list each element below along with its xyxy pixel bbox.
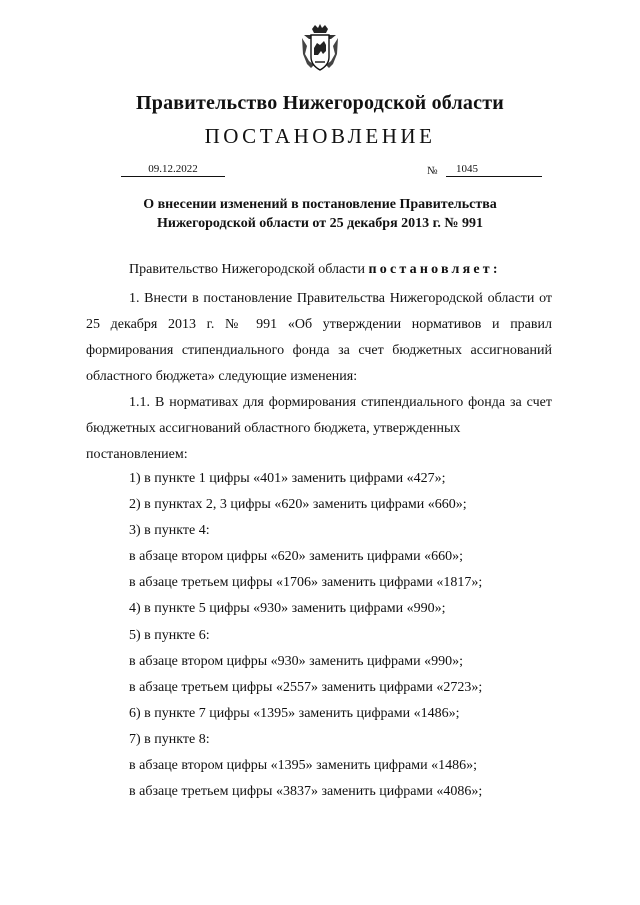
list-item: 2) в пунктах 2, 3 цифры «620» заменить цифрами «660»; (129, 497, 467, 513)
preamble-text: Правительство Нижегородской области (129, 262, 369, 277)
item-1 (86, 286, 552, 390)
item-1-1-last-line: постановлением: (86, 447, 188, 462)
list-item: 1) в пункте 1 цифры «401» заменить цифрами «427»; (129, 471, 446, 486)
list-item: 6) в пункте 7 цифры «1395» заменить цифрами «1486»; (129, 705, 460, 721)
document-date: 09.12.2022 (121, 162, 225, 177)
list-item: в абзаце третьем цифры «1706» заменить цифрами «1817»; (129, 575, 483, 591)
item-1-paragraph: 1. Внести в постановление Правительства Нижегородской области от 25 декабря 2013 г. № 991 «Об утверждении нормативов и правил формирования стипендиального фонда за счет бюджетных ассигнований областного бюджета» следующие изменения: (86, 291, 552, 384)
list-item: в абзаце втором цифры «1395» заменить цифрами «1486»; (129, 758, 477, 774)
amendments-list (129, 468, 482, 807)
list-item: в абзаце втором цифры «620» заменить цифрами «660»; (129, 549, 463, 565)
title-line: О внесении изменений в постановление Правительства (143, 197, 497, 212)
decree-word: постановляет: (368, 262, 501, 277)
item-1-1-paragraph: 1.1. В нормативах для формирования стипендиального фонда за счет бюджетных ассигнований областного бюджета, утвержденных (86, 395, 552, 436)
government-name: Правительство Нижегородской области (136, 92, 504, 114)
preamble (86, 257, 552, 283)
coat-of-arms-icon (300, 24, 340, 72)
number-sign: № (427, 165, 438, 177)
document-number (446, 162, 542, 177)
list-item: в абзаце втором цифры «930» заменить цифрами «990»; (129, 653, 463, 669)
title-line: Нижегородской области от 25 декабря 2013 г. № 991 (157, 216, 483, 231)
list-item: в абзаце третьем цифры «2557» заменить цифрами «2723»; (129, 679, 483, 695)
document-number-value: 1045 (456, 163, 478, 175)
list-item: 4) в пункте 5 цифры «930» заменить цифрами «990»; (129, 601, 446, 617)
preamble-paragraph (86, 257, 552, 283)
list-item: 5) в пункте 6: (129, 627, 210, 643)
item-1-1 (86, 390, 552, 468)
list-item: 7) в пункте 8: (129, 731, 210, 747)
list-item: 3) в пункте 4: (129, 523, 210, 539)
document-title (90, 195, 550, 233)
list-item: в абзаце третьем цифры «3837» заменить цифрами «4086»; (129, 784, 483, 800)
document-type: ПОСТАНОВЛЕНИЕ (204, 124, 436, 148)
